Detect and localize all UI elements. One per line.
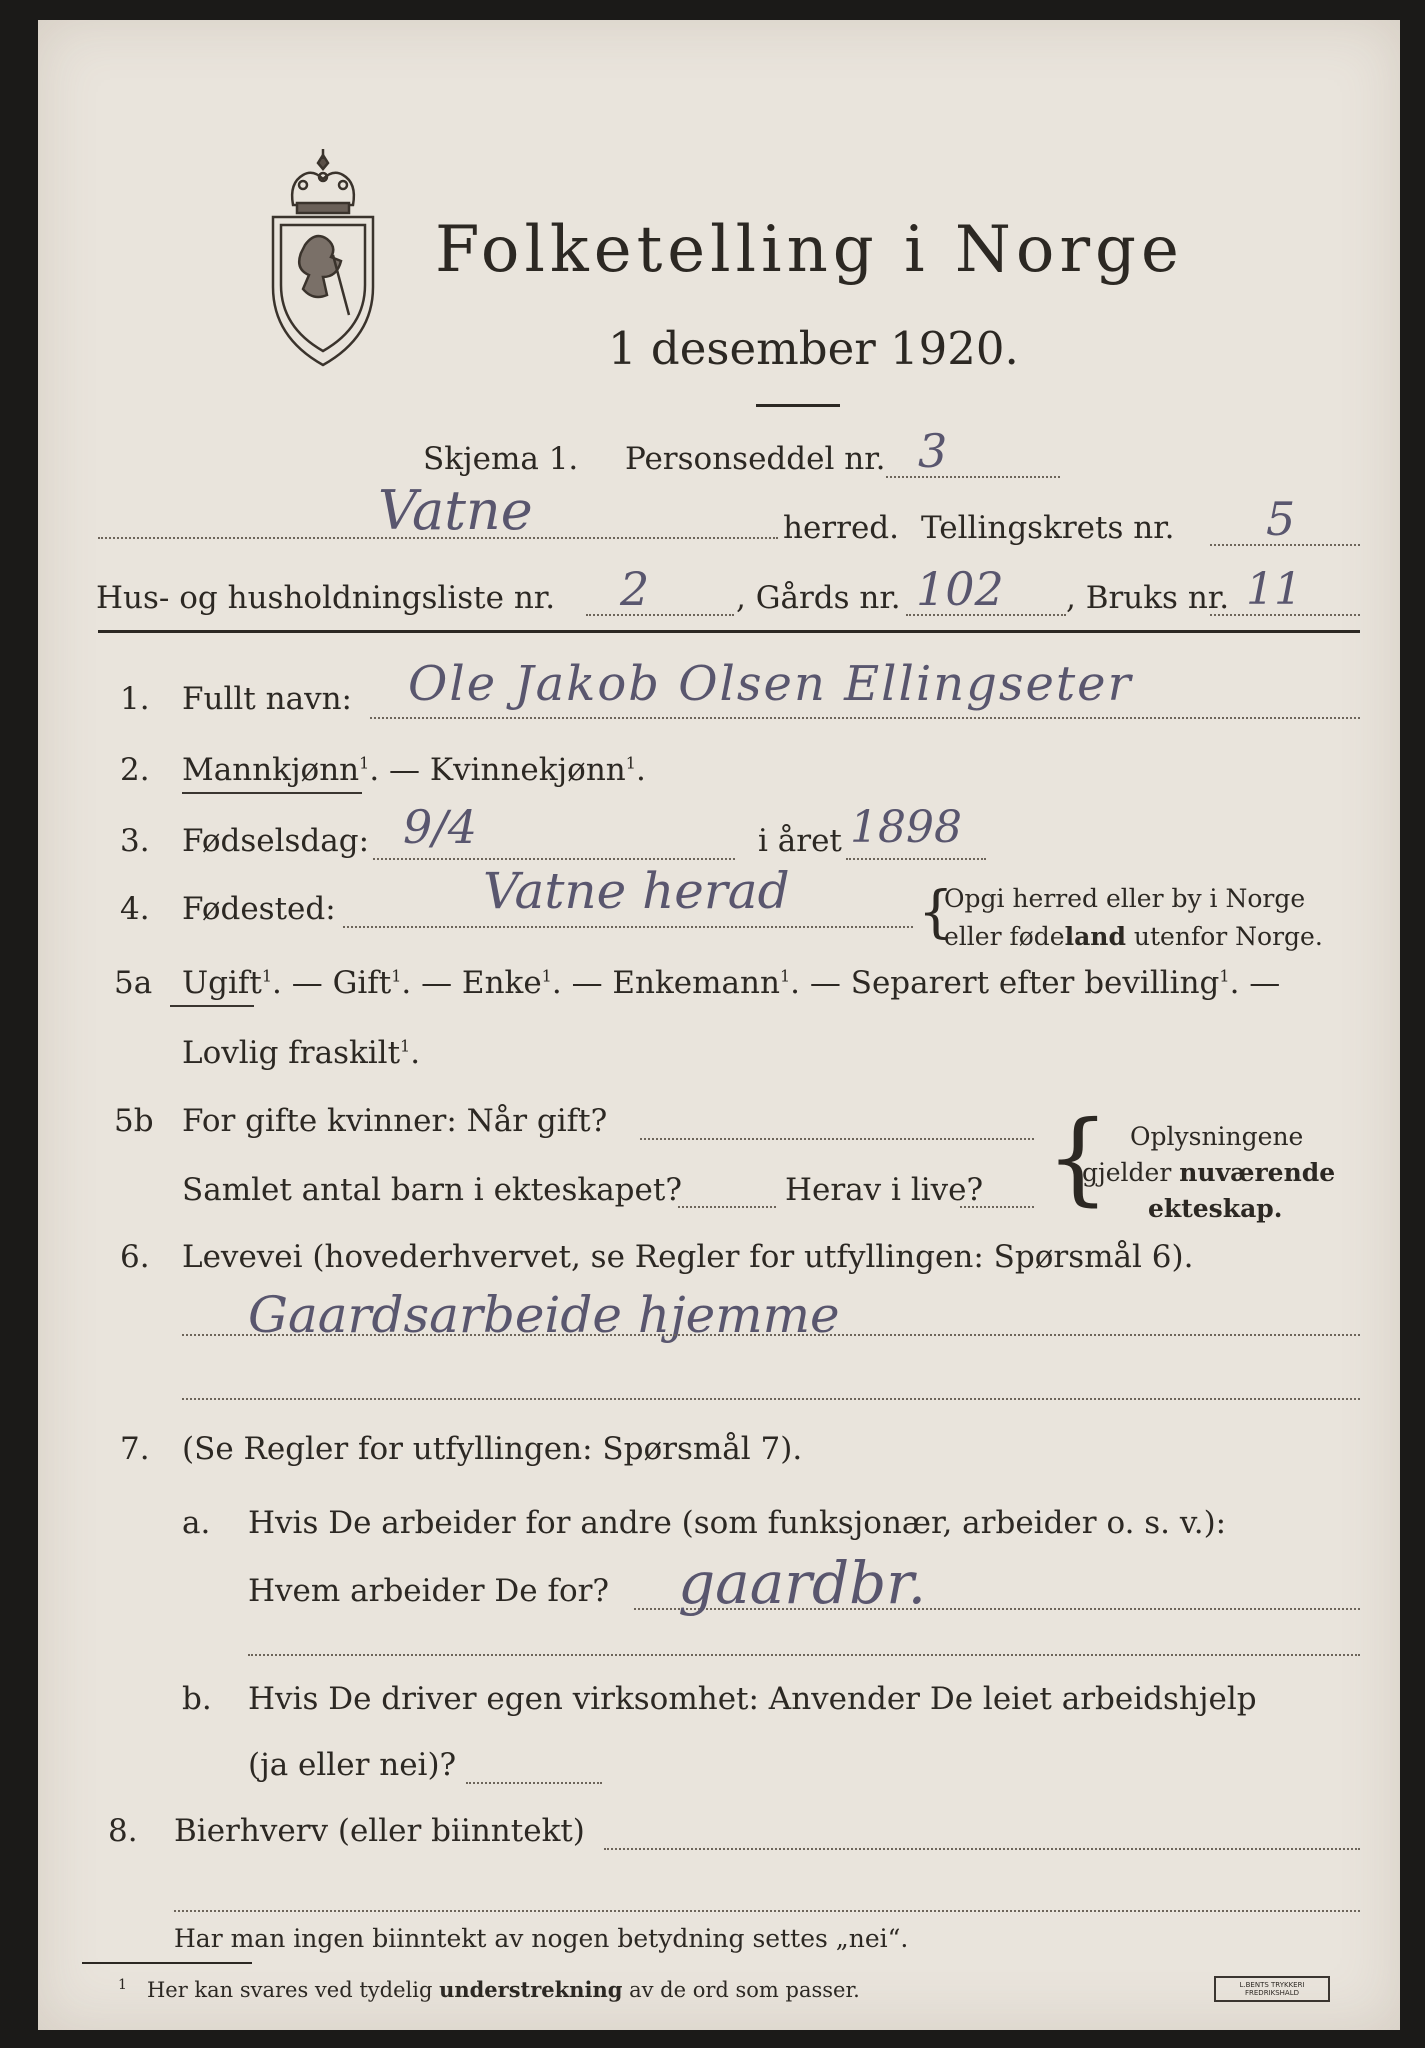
bruks-value: 11 xyxy=(1246,564,1302,615)
q5a-option-fraskilt[interactable]: Lovlig fraskilt xyxy=(182,1035,401,1071)
form-title: Folketelling i Norge xyxy=(435,213,1184,287)
hus-label: Hus- og husholdningsliste nr. xyxy=(96,580,556,616)
q1-line xyxy=(370,717,1360,719)
q5a-option-separert[interactable]: . — Separert efter bevilling xyxy=(790,965,1220,1001)
q3-day-line xyxy=(373,858,735,860)
q7a-label: Hvis De arbeider for andre (som funksjonær, arbeider o. s. v.): xyxy=(248,1505,1227,1541)
footer-note: Har man ingen biinntekt av nogen betydning settes „nei“. xyxy=(174,1924,909,1953)
footnote: $^1$ Her kan svares ved tydelig understrekning av de ord som passer. xyxy=(118,1977,860,2002)
q4-label: Fødested: xyxy=(182,891,336,927)
q8-line xyxy=(604,1848,1360,1850)
q2-male-underline xyxy=(182,792,362,794)
q3-day-value: 9/4 xyxy=(403,800,478,854)
q8-number: 8. xyxy=(108,1813,138,1849)
q3-label: Fødselsdag: xyxy=(182,823,370,859)
q5b-alive-line xyxy=(960,1206,1034,1208)
q2-option-male[interactable]: Mannkjønn xyxy=(182,752,360,788)
q7a-letter: a. xyxy=(182,1505,211,1541)
hus-line xyxy=(586,614,734,616)
personseddel-line xyxy=(886,476,1060,478)
q5b-label1: For gifte kvinner: Når gift? xyxy=(182,1103,608,1139)
q6-label: Levevei (hovederhvervet, se Regler for utfyllingen: Spørsmål 6). xyxy=(182,1239,1194,1275)
census-date: 1 desember 1920. xyxy=(608,322,1019,375)
header-divider xyxy=(98,630,1360,633)
title-divider xyxy=(756,404,840,407)
q6-value: Gaardsarbeide hjemme xyxy=(248,1286,840,1344)
census-form xyxy=(38,20,1400,2030)
q3-year-label: i året xyxy=(758,823,842,859)
q1-label: Fullt navn: xyxy=(182,681,352,717)
q4-note-line2: eller fødeland utenfor Norge. xyxy=(944,922,1323,951)
printer-mark: L.BENTS TRYKKERI FREDRIKSHALD xyxy=(1214,1976,1330,2002)
q5a-line2: Lovlig fraskilt$^1$. xyxy=(182,1035,421,1071)
q5a-option-enke[interactable]: . — Enke xyxy=(401,965,542,1001)
q5b-married-line xyxy=(640,1138,1034,1140)
q5b-brace: { xyxy=(1046,1099,1110,1216)
q4-number: 4. xyxy=(120,891,150,927)
q2-options: Mannkjønn$^1$. — Kvinnekjønn$^1$. xyxy=(182,752,646,788)
q5b-number: 5b xyxy=(114,1103,154,1139)
q5a-option-ugift[interactable]: Ugift xyxy=(182,965,262,1001)
q8-label: Bierhverv (eller biinntekt) xyxy=(174,1813,585,1849)
q7b-question: (ja eller nei)? xyxy=(248,1747,457,1783)
q7a-line2 xyxy=(248,1654,1360,1656)
coat-of-arms-icon xyxy=(263,145,383,375)
q7b-label: Hvis De driver egen virksomhet: Anvender De leiet arbeidshjelp xyxy=(248,1681,1257,1717)
q7a-question: Hvem arbeider De for? xyxy=(248,1573,610,1609)
q3-year-line xyxy=(846,858,986,860)
q3-year-value: 1898 xyxy=(850,802,962,853)
q4-line xyxy=(343,926,913,928)
footer-divider xyxy=(82,1962,252,1964)
q4-note-line1: Opgi herred eller by i Norge xyxy=(944,884,1306,913)
q8-line2 xyxy=(174,1910,1360,1912)
tellingskrets-value: 5 xyxy=(1266,492,1296,546)
q5b-note-line1: Oplysningene xyxy=(1130,1122,1304,1151)
q5b-label2: Samlet antal barn i ekteskapet? xyxy=(182,1172,682,1208)
q6-line1 xyxy=(182,1334,1360,1336)
personseddel-label: Personseddel nr. xyxy=(625,441,886,477)
herred-value: Vatne xyxy=(378,479,533,542)
q5a-number: 5a xyxy=(114,965,153,1001)
q5a-options: Ugift$^1$. — Gift$^1$. — Enke$^1$. — Enkemann$^1$. — Separert efter bevilling$^1$. — xyxy=(182,965,1281,1001)
herred-label: herred. xyxy=(783,510,899,546)
q5b-note-line3: ekteskap. xyxy=(1148,1194,1283,1223)
q7-number: 7. xyxy=(120,1431,150,1467)
q2-option-female[interactable]: Kvinnekjønn xyxy=(429,752,626,788)
q7b-line xyxy=(466,1782,602,1784)
q5b-note-line2: gjelder nuværende xyxy=(1082,1158,1336,1187)
q1-number: 1. xyxy=(120,681,150,717)
q7a-value: gaardbr. xyxy=(678,1549,927,1617)
hus-value: 2 xyxy=(620,562,650,616)
q2-number: 2. xyxy=(120,752,150,788)
q5a-option-gift[interactable]: . — Gift xyxy=(272,965,392,1001)
bruks-label: , Bruks nr. xyxy=(1066,580,1230,616)
skjema-label: Skjema 1. xyxy=(423,441,579,477)
q5a-option-enkemann[interactable]: . — Enkemann xyxy=(551,965,780,1001)
q6-number: 6. xyxy=(120,1239,150,1275)
gards-value: 102 xyxy=(916,562,1004,616)
q7b-letter: b. xyxy=(182,1681,212,1717)
q1-value: Ole Jakob Olsen Ellingseter xyxy=(408,656,1133,712)
personseddel-value: 3 xyxy=(918,424,948,478)
q7-label: (Se Regler for utfyllingen: Spørsmål 7). xyxy=(182,1431,803,1467)
tellingskrets-label: Tellingskrets nr. xyxy=(921,510,1175,546)
q5b-children-line xyxy=(678,1206,776,1208)
q6-line2 xyxy=(182,1398,1360,1400)
gards-label: , Gårds nr. xyxy=(736,580,901,616)
q5b-label3: Herav i live? xyxy=(785,1172,984,1208)
q4-brace: { xyxy=(918,880,954,945)
q5a-ugift-underline xyxy=(170,1005,254,1007)
q4-value: Vatne herad xyxy=(483,862,790,920)
q3-number: 3. xyxy=(120,823,150,859)
